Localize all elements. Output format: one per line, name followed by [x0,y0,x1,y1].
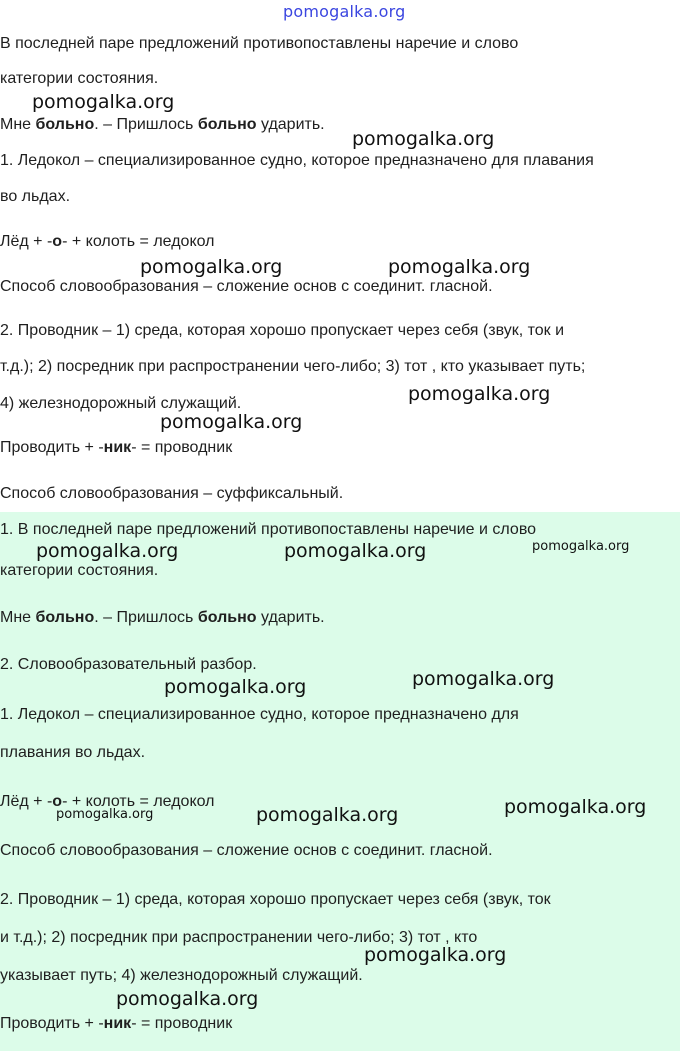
b2-line-4: 2. Словообразовательный разбор. [0,656,257,673]
b1-line-5: во льдах. [0,188,71,205]
watermark: pomogalka.org [408,383,551,405]
b2-example: Мне больно. – Пришлось больно ударить. [0,609,325,626]
watermark: pomogalka.org [116,988,259,1010]
watermark-top: pomogalka.org [283,2,406,21]
b2-line-1: 1. В последней паре предложений противопоставлены наречие и слово [0,521,537,538]
b2-line-9: 2. Проводник – 1) среда, которая хорошо пропускает через себя (звук, ток [0,891,551,908]
b1-line-8: 2. Проводник – 1) среда, которая хорошо пропускает через себя (звук, ток и [0,322,565,339]
b1-derivation: Проводить + -ник- = проводник [0,439,233,456]
b1-line-2: категории состояния. [0,70,159,87]
watermark: pomogalka.org [140,256,283,278]
b2-line-5: 1. Ледокол – специализированное судно, которое предназначено для [0,706,519,723]
watermark: pomogalka.org [160,411,303,433]
b2-line-6: плавания во льдах. [0,744,146,761]
b1-line-1: В последней паре предложений противопоставлены наречие и слово [0,35,519,52]
b2-line-10: и т.д.); 2) посредник при распространении чего-либо; 3) тот , кто [0,929,478,946]
b2-line-11: указывает путь; 4) железнодорожный служащий. [0,967,363,984]
watermark: pomogalka.org [364,944,507,966]
watermark: pomogalka.org [284,540,427,562]
watermark: pomogalka.org [56,807,154,822]
b2-derivation: Проводить + -ник- = проводник [0,1015,233,1032]
b1-example: Мне больно. – Пришлось больно ударить. [0,116,325,133]
b2-formula: Лёд + -о- + колоть = ледокол [0,793,215,810]
watermark: pomogalka.org [352,128,495,150]
watermark: pomogalka.org [532,539,630,554]
b1-line-12: Способ словообразования – суффиксальный. [0,485,344,502]
watermark: pomogalka.org [412,668,555,690]
b1-formula: Лёд + -о- + колоть = ледокол [0,233,215,250]
watermark: pomogalka.org [504,796,647,818]
watermark: pomogalka.org [164,676,307,698]
watermark: pomogalka.org [388,256,531,278]
b1-line-7: Способ словообразования – сложение основ с соединит. гласной. [0,278,493,295]
b1-line-4: 1. Ледокол – специализированное судно, которое предназначено для плавания [0,152,594,169]
b2-line-8: Способ словообразования – сложение основ с соединит. гласной. [0,842,493,859]
b2-line-2: категории состояния. [0,562,159,579]
b1-line-9: т.д.); 2) посредник при распространении чего-либо; 3) тот , кто указывает путь; [0,358,586,375]
watermark: pomogalka.org [256,804,399,826]
watermark: pomogalka.org [36,540,179,562]
b1-line-10: 4) железнодорожный служащий. [0,395,242,412]
watermark: pomogalka.org [32,91,175,113]
